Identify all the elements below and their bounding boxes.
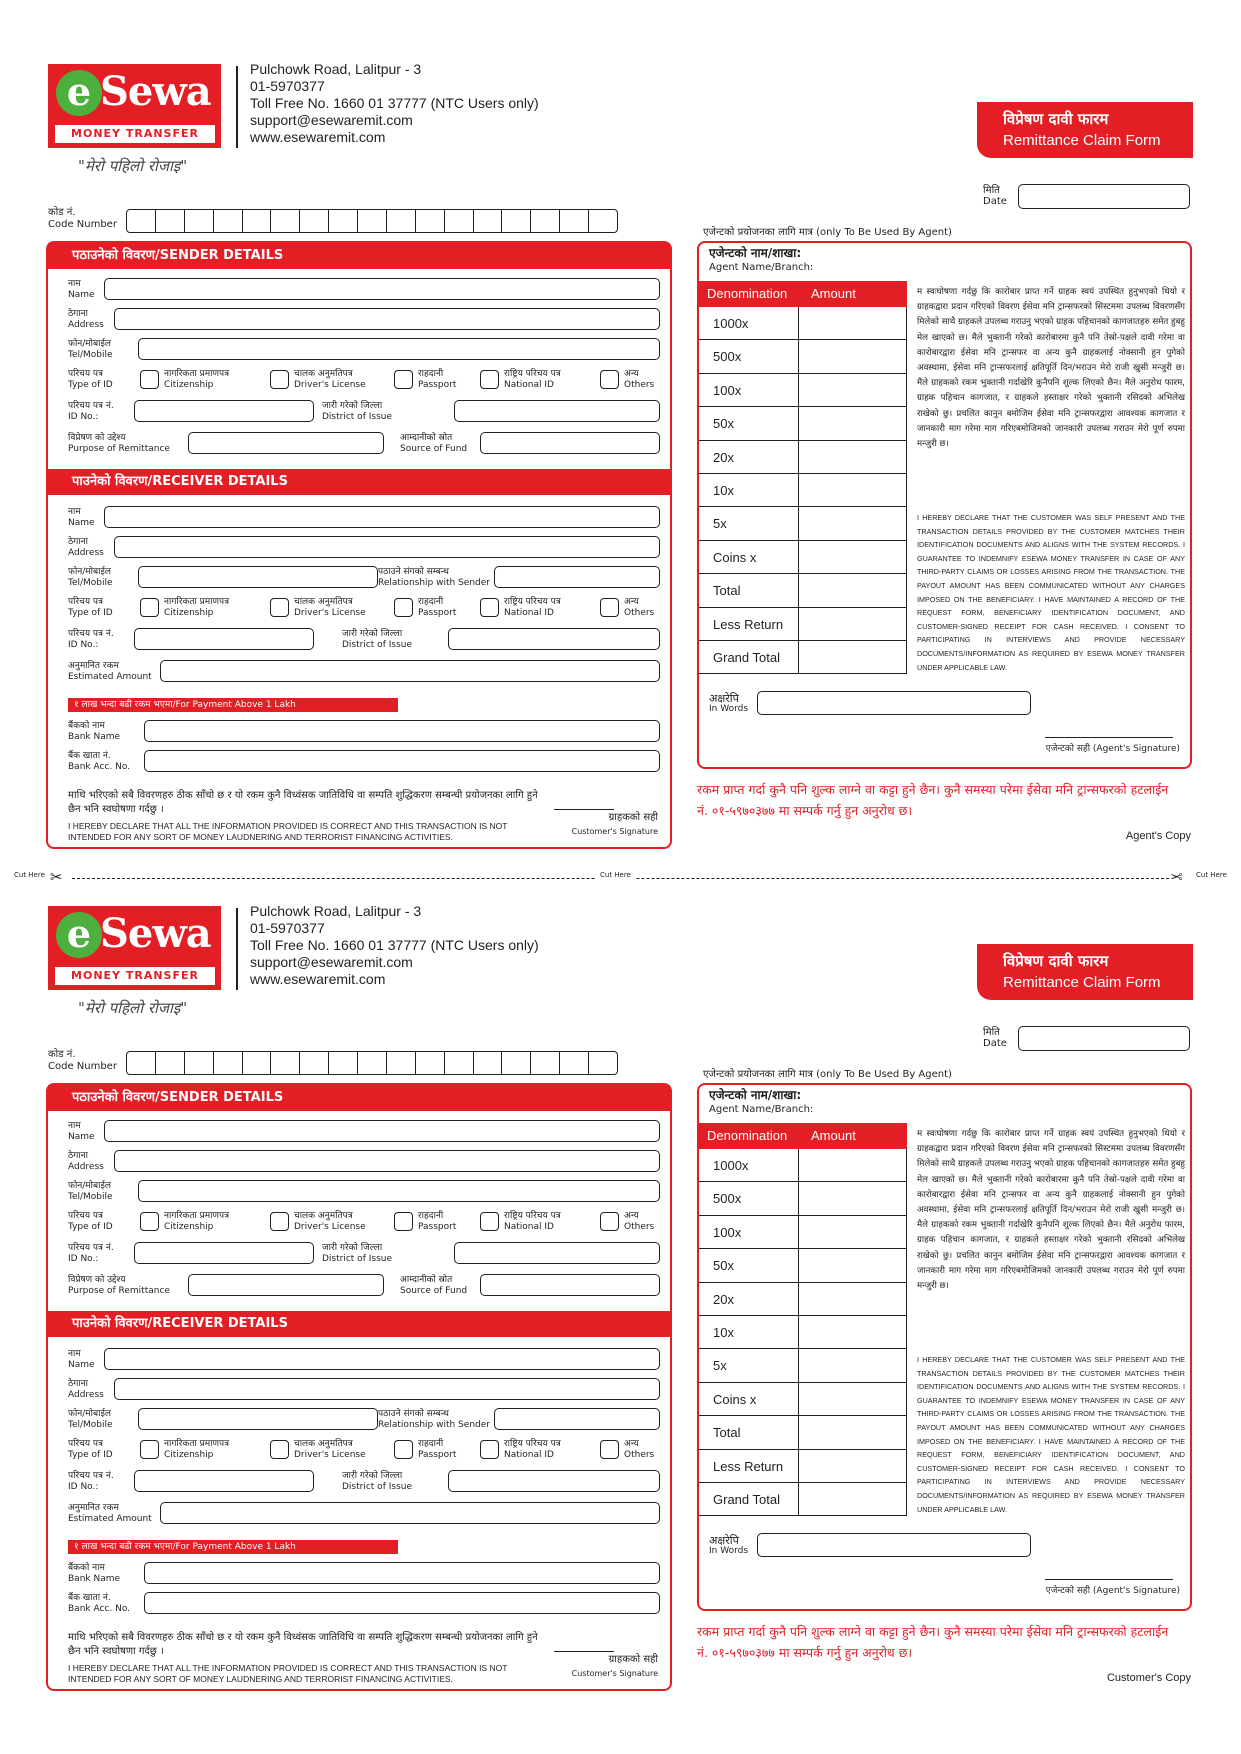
bank-name-field[interactable]: [144, 720, 660, 742]
receiver-license-checkbox[interactable]: [270, 1440, 289, 1459]
website: www.esewaremit.com: [250, 129, 386, 145]
source-field[interactable]: [480, 432, 660, 454]
in-words-label: अक्षरेपि In Words: [709, 692, 749, 714]
lakh-note: १ लाख भन्दा बढी रकम भएमा/For Payment Above 1 Lakh: [68, 698, 398, 712]
sender-name-label: नाम Name: [68, 279, 95, 300]
date-field[interactable]: [1018, 1026, 1190, 1051]
email: support@esewaremit.com: [250, 954, 413, 970]
estimated-amount-field[interactable]: [160, 660, 660, 682]
date-label: मिति Date: [983, 185, 1007, 207]
sender-address-field[interactable]: [114, 308, 660, 330]
esewa-logo: [48, 906, 221, 990]
logo-money-transfer: MONEY TRANSFER: [55, 125, 215, 143]
sender-district-field[interactable]: [454, 1242, 660, 1264]
sender-name-field[interactable]: [104, 1120, 660, 1142]
slogan: "मेरो पहिलो रोजाइ": [78, 999, 188, 1017]
copy-label: Agent's Copy: [1125, 830, 1191, 842]
receiver-tel-label: फोन/मोबाईल Tel/Mobile: [68, 567, 113, 588]
sender-citizenship-checkbox[interactable]: [140, 370, 159, 389]
customer-panel: पठाउनेको विवरण/SENDER DETAILS नाम Name ठेगाना Address फोन/मोबाईल Tel/Mobile परिचय पत्र Type of ID नागरिकता प्रमाणपत्र Citizenship चालक अनुमतिपत्र Driver's License राहदानी Passport राष्ट्रिय परिचय पत्र National ID अन्य Others परिचय पत्र नं. ID No.: जारी गरेको जिल्ला District of Issue विप्रेषण को उद्देश्य Purpose of Remittance आम्दानीको स्रोत Source of Fund पाउनेको विवरण/RECEIVER DETAILS नाम Name ठेगाना Address फोन/मोबाईल Tel/Mobile पठाउने संगको सम्बन्ध Relationship with Sender परिचय पत्र Type of ID नागरिकता प्रमाणपत्र Citizenship चालक अनुमतिपत्र Driver's License राहदानी Passport राष्ट्रिय परिचय पत्र National ID अन्य Others परिचय पत्र नं. ID No.: जारी गरेको जिल्ला District of Issue अनुमानित रकम Estimated Amount १ लाख भन्दा बढी रकम भएमा/For Payment Above 1 Lakh बैंकको नाम Bank Name बैंक खाता नं. Bank Acc. No. माथि भरिएको सबै विवरणहरु ठीक साँचो छ र यो रकम कुनै विध्वंसक जातिविधि वा सम्पति शुद्धिकरण सम्बन्धी प्रयोजनका लागि हुने छैन भनि स्वघोषणा गर्दछु । I HEREBY DECLARE THAT ALL THE INFORMATION PROVIDED IS CORRECT AND THIS TRANSACTION IS NOT INTENDED FOR ANY SORT OF MONEY LAUDNERING AND TERRORIST FINANCING ACTIVITIES. ग्राहकको सही Customer's Signature: [46, 241, 672, 849]
receiver-citizenship-checkbox[interactable]: [140, 598, 159, 617]
customer-signature: ग्राहकको सही Customer's Signature: [571, 812, 658, 836]
amount-cell[interactable]: [799, 340, 907, 372]
denomination-row: 1000x: [699, 1149, 907, 1182]
receiver-tel-field[interactable]: [138, 1408, 378, 1430]
denomination-row: 100x: [699, 374, 907, 407]
sender-heading: पठाउनेको विवरण/SENDER DETAILS: [48, 243, 670, 269]
agent-signature-line: [1045, 1579, 1173, 1580]
amount-cell[interactable]: [799, 374, 907, 406]
customer-signature: ग्राहकको सही Customer's Signature: [571, 1654, 658, 1678]
purpose-label: विप्रेषण को उद्देश्य Purpose of Remittance: [68, 1275, 170, 1296]
contact-block: [250, 61, 539, 146]
estimated-amount-field[interactable]: [160, 1502, 660, 1524]
denomination-row: Total: [699, 1416, 907, 1449]
scissors-left-icon: ✂: [50, 868, 63, 886]
bank-acc-label: बैंक खाता नं. Bank Acc. No.: [68, 751, 131, 772]
logo-e-mark: e: [56, 70, 102, 116]
source-label: आम्दानीको स्रोत Source of Fund: [400, 433, 468, 454]
receiver-name-label: नाम Name: [68, 507, 95, 528]
sender-id-no-label: परिचय पत्र नं. ID No.:: [68, 1243, 114, 1264]
amount-cell[interactable]: [799, 1483, 907, 1515]
customer-declaration-en: I HEREBY DECLARE THAT ALL THE INFORMATION PROVIDED IS CORRECT AND THIS TRANSACTION IS NOT INTENDED FOR ANY SORT OF MONEY LAUDNERING AND TERRORIST FINANCING ACTIVITIES.: [68, 821, 508, 842]
denomination-row: Less Return: [699, 1450, 907, 1483]
denomination-row: 50x: [699, 407, 907, 440]
sender-citizenship-checkbox[interactable]: [140, 1212, 159, 1231]
denomination-rows: [699, 307, 907, 674]
customer-declaration-en: I HEREBY DECLARE THAT ALL THE INFORMATION PROVIDED IS CORRECT AND THIS TRANSACTION IS NOT INTENDED FOR ANY SORT OF MONEY LAUDNERING AND TERRORIST FINANCING ACTIVITIES.: [68, 1663, 508, 1684]
receiver-id-no-label: परिचय पत्र नं. ID No.:: [68, 629, 114, 650]
denomination-row: Grand Total: [699, 641, 907, 674]
sender-passport-checkbox[interactable]: [394, 370, 413, 389]
agent-signature: एजेन्टको सही (Agent's Signature): [1045, 1586, 1180, 1596]
denomination-table: [699, 281, 907, 674]
sender-district-field[interactable]: [454, 400, 660, 422]
agent-declaration-np: म स्वःघोषणा गर्दछु कि कारोबार प्राप्त गर्ने ग्राहक स्वयं उपस्थित हुनुभएको थियो र ग्राहकद्वारा प्रदान गरिएको विवरण ईसेवा मनि ट्रान्सफरको सिस्टममा उपलब्ध विवरणसँग मिलेको साथै ग्राहकले उपलब्ध गराउनु भएको ग्राहक पहिचानको कागजातहरु समेत हुबहु मेल खाएको छ। मैले भुक्तानी गरेको कारोबारमा कुनै पनि तेस्रो-पक्षले दावी गरेमा वा कारोबारद्वारा ईसेवा मनि ट्रान्सफर वा अन्य कुनै ग्राहकलाई नोक्सानी हुन पुगेको अवस्थामा, ईसेवा मनि ट्रान्सफरलाई क्षतिपूर्ति दिन/भराउन मेरो राजी खुसी मन्जुरी छ। मैले ग्राहकको रकम भुक्तानी गर्दाखेरि कुनैपनि शुल्क लिएको छैन। मैले अनुरोध फारम, ग्राहक पहिचान कागजात, र ग्राहकले हस्ताक्षर गरेको भुक्तानी रसिदको अभिलेख राखेको छु। प्रचलित कानुन बमोजिम ईसेवा मनि ट्रान्सफरद्वारा आवश्यक कागजात र जानकारी माग गरेमा माग गरिएबमोजिमको जानकारी उपलब्ध गराउन मेरो पूर्ण रुपमा मन्जुरी छ।: [917, 1129, 1185, 1292]
receiver-address-field[interactable]: [114, 1378, 660, 1400]
agent-signature: एजेन्टको सही (Agent's Signature): [1045, 744, 1180, 754]
amount-cell[interactable]: [799, 641, 907, 673]
logo-wordmark: Sewa: [100, 68, 211, 115]
purpose-label: विप्रेषण को उद्देश्य Purpose of Remittance: [68, 433, 170, 454]
logo-wordmark: Sewa: [100, 910, 211, 957]
cut-here-right: Cut Here: [1192, 871, 1231, 879]
sender-tel-field[interactable]: [138, 338, 660, 360]
code-label: कोड नं. Code Number: [48, 1049, 117, 1072]
form-title-np: विप्रेषण दावी फारम: [1003, 952, 1109, 970]
denomination-header: Denomination Amount: [699, 1123, 907, 1149]
receiver-passport-checkbox[interactable]: [394, 598, 413, 617]
amount-cell[interactable]: [799, 474, 907, 506]
code-number-boxes[interactable]: [126, 1051, 618, 1075]
sender-address-label: ठेगाना Address: [68, 1151, 104, 1172]
slogan: "मेरो पहिलो रोजाइ": [78, 157, 188, 175]
amount-cell[interactable]: [799, 441, 907, 473]
relationship-label: पठाउने संगको सम्बन्ध Relationship with Sender: [378, 567, 490, 588]
amount-cell[interactable]: [799, 541, 907, 573]
agent-declaration-en: I HEREBY DECLARE THAT THE CUSTOMER WAS SELF PRESENT AND THE TRANSACTION DETAILS PROVIDED BY THE CUSTOMER MATCHES THEIR IDENTIFICATION DOCUMENTS AND ALIGNS WITH THE SYSTEM RECORDS. I GUARANTEE TO INDEMNIFY ESEWA MONEY TRANSFER IN CASE OF ANY THIRD-PARTY CLAIMS OR LOSSES ARISING FROM THE TRANSACTION. THE PAYOUT AMOUNT HAS BEEN COMMUNICATED WITHOUT ANY CHARGES IMPOSED ON THE BENEFICIARY. I HAVE MAINTAINED A RECORD OF THE REQUEST FORM, BENEFICIARY IDENTIFICATION DOCUMENT, AND CUSTOMER-SIGNED RECEIPT FOR CASH RECEIVED. I CONSENT TO PARTICIPATING IN INTERVIEWS AND PROVIDE NECESSARY DOCUMENTS/INFORMATION AS REQUIRED BY ESEWA MONEY TRANSFER UNDER APPLICABLE LAW.: [917, 513, 1185, 672]
customer-panel: पठाउनेको विवरण/SENDER DETAILS नाम Name ठेगाना Address फोन/मोबाईल Tel/Mobile परिचय पत्र Type of ID नागरिकता प्रमाणपत्र Citizenship चालक अनुमतिपत्र Driver's License राहदानी Passport राष्ट्रिय परिचय पत्र National ID अन्य Others परिचय पत्र नं. ID No.: जारी गरेको जिल्ला District of Issue विप्रेषण को उद्देश्य Purpose of Remittance आम्दानीको स्रोत Source of Fund पाउनेको विवरण/RECEIVER DETAILS नाम Name ठेगाना Address फोन/मोबाईल Tel/Mobile पठाउने संगको सम्बन्ध Relationship with Sender परिचय पत्र Type of ID नागरिकता प्रमाणपत्र Citizenship चालक अनुमतिपत्र Driver's License राहदानी Passport राष्ट्रिय परिचय पत्र National ID अन्य Others परिचय पत्र नं. ID No.: जारी गरेको जिल्ला District of Issue अनुमानित रकम Estimated Amount १ लाख भन्दा बढी रकम भएमा/For Payment Above 1 Lakh बैंकको नाम Bank Name बैंक खाता नं. Bank Acc. No. माथि भरिएको सबै विवरणहरु ठीक साँचो छ र यो रकम कुनै विध्वंसक जातिविधि वा सम्पति शुद्धिकरण सम्बन्धी प्रयोजनका लागि हुने छैन भनि स्वघोषणा गर्दछु । I HEREBY DECLARE THAT ALL THE INFORMATION PROVIDED IS CORRECT AND THIS TRANSACTION IS NOT INTENDED FOR ANY SORT OF MONEY LAUDNERING AND TERRORIST FINANCING ACTIVITIES. ग्राहकको सही Customer's Signature: [46, 1083, 672, 1691]
bank-acc-field[interactable]: [144, 750, 660, 772]
sender-id-no-field[interactable]: [134, 1242, 314, 1264]
denomination-row: 5x: [699, 1349, 907, 1382]
agent-only-note: एजेन्टको प्रयोजनका लागि मात्र (only To Be Used By Agent): [703, 1069, 952, 1080]
agent-panel: [697, 1083, 1192, 1611]
receiver-id-type-label: परिचय पत्र Type of ID: [68, 597, 113, 618]
sender-tel-label: फोन/मोबाईल Tel/Mobile: [68, 339, 113, 360]
sender-district-label: जारी गरेको जिल्ला District of Issue: [322, 401, 392, 422]
receiver-address-label: ठेगाना Address: [68, 537, 104, 558]
denomination-row: 1000x: [699, 307, 907, 340]
relationship-field[interactable]: [494, 1408, 660, 1430]
receiver-others-checkbox[interactable]: [600, 598, 619, 617]
receiver-heading: पाउनेको विवरण/RECEIVER DETAILS: [48, 469, 670, 495]
sender-license-checkbox[interactable]: [270, 370, 289, 389]
receiver-id-no-field[interactable]: [134, 628, 314, 650]
denomination-row: 100x: [699, 1216, 907, 1249]
denomination-table: [699, 1123, 907, 1516]
sender-id-no-label: परिचय पत्र नं. ID No.:: [68, 401, 114, 422]
denomination-row: 5x: [699, 507, 907, 540]
sender-national-id-checkbox[interactable]: [480, 1212, 499, 1231]
bank-acc-label: बैंक खाता नं. Bank Acc. No.: [68, 1593, 131, 1614]
relationship-field[interactable]: [494, 566, 660, 588]
receiver-district-field[interactable]: [448, 628, 660, 650]
relationship-label: पठाउने संगको सम्बन्ध Relationship with Sender: [378, 1409, 490, 1430]
sender-id-type-label: परिचय पत्र Type of ID: [68, 1211, 113, 1232]
sender-district-label: जारी गरेको जिल्ला District of Issue: [322, 1243, 392, 1264]
receiver-district-field[interactable]: [448, 1470, 660, 1492]
cut-here-center: Cut Here: [596, 871, 635, 879]
form-title: [977, 944, 1193, 1000]
form-title-en: Remittance Claim Form: [1003, 974, 1161, 991]
sender-national-id-checkbox[interactable]: [480, 370, 499, 389]
sender-passport-checkbox[interactable]: [394, 1212, 413, 1231]
sender-name-label: नाम Name: [68, 1121, 95, 1142]
sender-others-checkbox[interactable]: [600, 1212, 619, 1231]
receiver-tel-field[interactable]: [138, 566, 378, 588]
receiver-passport-checkbox[interactable]: [394, 1440, 413, 1459]
receiver-id-no-field[interactable]: [134, 1470, 314, 1492]
code-label: कोड नं. Code Number: [48, 207, 117, 230]
esewa-logo: [48, 64, 221, 148]
header-divider: [236, 66, 238, 148]
contact-block: [250, 903, 539, 988]
sender-others-checkbox[interactable]: [600, 370, 619, 389]
cut-here-left: Cut Here: [10, 871, 49, 879]
in-words-field[interactable]: [757, 691, 1031, 715]
receiver-national-id-checkbox[interactable]: [480, 598, 499, 617]
agent-declaration-np: म स्वःघोषणा गर्दछु कि कारोबार प्राप्त गर्ने ग्राहक स्वयं उपस्थित हुनुभएको थियो र ग्राहकद्वारा प्रदान गरिएको विवरण ईसेवा मनि ट्रान्सफरको सिस्टममा उपलब्ध विवरणसँग मिलेको साथै ग्राहकले उपलब्ध गराउनु भएको ग्राहक पहिचानको कागजातहरु समेत हुबहु मेल खाएको छ। मैले भुक्तानी गरेको कारोबारमा कुनै पनि तेस्रो-पक्षले दावी गरेमा वा कारोबारद्वारा ईसेवा मनि ट्रान्सफर वा अन्य कुनै ग्राहकलाई नोक्सानी हुन पुगेको अवस्थामा, ईसेवा मनि ट्रान्सफरलाई क्षतिपूर्ति दिन/भराउन मेरो राजी खुसी मन्जुरी छ। मैले ग्राहकको रकम भुक्तानी गर्दाखेरि कुनैपनि शुल्क लिएको छैन। मैले अनुरोध फारम, ग्राहक पहिचान कागजात, र ग्राहकले हस्ताक्षर गरेको भुक्तानी रसिदको अभिलेख राखेको छु। प्रचलित कानुन बमोजिम ईसेवा मनि ट्रान्सफरद्वारा आवश्यक कागजात र जानकारी माग गरेमा माग गरिएबमोजिमको जानकारी उपलब्ध गराउन मेरो पूर्ण रुपमा मन्जुरी छ।: [917, 287, 1185, 450]
bank-name-label: बैंकको नाम Bank Name: [68, 1563, 121, 1584]
purpose-field[interactable]: [188, 1274, 384, 1296]
form-title-np: विप्रेषण दावी फारम: [1003, 110, 1109, 128]
agent-signature-line: [1045, 737, 1173, 738]
address: Pulchowk Road, Lalitpur - 3: [250, 61, 422, 77]
toll-free: Toll Free No. 1660 01 37777 (NTC Users only): [250, 95, 539, 111]
sender-id-no-field[interactable]: [134, 400, 314, 422]
denomination-row: 20x: [699, 441, 907, 474]
source-label: आम्दानीको स्रोत Source of Fund: [400, 1275, 468, 1296]
purpose-field[interactable]: [188, 432, 384, 454]
agent-only-note: एजेन्टको प्रयोजनका लागि मात्र (only To Be Used By Agent): [703, 227, 952, 238]
agent-name-label: एजेन्टको नाम/शाखा: Agent Name/Branch:: [709, 246, 814, 273]
denomination-row: 500x: [699, 1182, 907, 1215]
amount-cell[interactable]: [799, 1450, 907, 1482]
receiver-district-label: जारी गरेको जिल्ला District of Issue: [342, 629, 412, 650]
sender-tel-label: फोन/मोबाईल Tel/Mobile: [68, 1181, 113, 1202]
amount-cell[interactable]: [799, 1383, 907, 1415]
in-words-label: अक्षरेपि In Words: [709, 1534, 749, 1556]
customer-declaration-np: माथि भरिएको सबै विवरणहरु ठीक साँचो छ र यो रकम कुनै विध्वंसक जातिविधि वा सम्पति शुद्धिकरण सम्बन्धी प्रयोजनका लागि हुने छैन भनि स्वघोषणा गर्दछु ।: [68, 1632, 538, 1657]
receiver-national-id-checkbox[interactable]: [480, 1440, 499, 1459]
amount-cell[interactable]: [799, 307, 907, 339]
denomination-row: 10x: [699, 1316, 907, 1349]
header-divider: [236, 908, 238, 990]
form-title: [977, 102, 1193, 158]
receiver-name-label: नाम Name: [68, 1349, 95, 1370]
receiver-id-no-label: परिचय पत्र नं. ID No.:: [68, 1471, 114, 1492]
bank-acc-field[interactable]: [144, 1592, 660, 1614]
lakh-note: १ लाख भन्दा बढी रकम भएमा/For Payment Above 1 Lakh: [68, 1540, 398, 1554]
receiver-address-field[interactable]: [114, 536, 660, 558]
sender-license-checkbox[interactable]: [270, 1212, 289, 1231]
sender-tel-field[interactable]: [138, 1180, 660, 1202]
amount-cell[interactable]: [799, 407, 907, 439]
logo-money-transfer: MONEY TRANSFER: [55, 967, 215, 985]
amount-cell[interactable]: [799, 1316, 907, 1348]
receiver-tel-label: फोन/मोबाईल Tel/Mobile: [68, 1409, 113, 1430]
form-title-en: Remittance Claim Form: [1003, 132, 1161, 149]
denomination-row: Grand Total: [699, 1483, 907, 1516]
receiver-id-type-label: परिचय पत्र Type of ID: [68, 1439, 113, 1460]
denomination-row: Coins x: [699, 1383, 907, 1416]
denomination-header: Denomination Amount: [699, 281, 907, 307]
bank-name-label: बैंकको नाम Bank Name: [68, 721, 121, 742]
estimated-amount-label: अनुमानित रकम Estimated Amount: [68, 661, 152, 682]
amount-cell[interactable]: [799, 1249, 907, 1281]
receiver-name-field[interactable]: [104, 1348, 660, 1370]
amount-cell[interactable]: [799, 1149, 907, 1181]
customer-declaration-np: माथि भरिएको सबै विवरणहरु ठीक साँचो छ र यो रकम कुनै विध्वंसक जातिविधि वा सम्पति शुद्धिकरण सम्बन्धी प्रयोजनका लागि हुने छैन भनि स्वघोषणा गर्दछु ।: [68, 790, 538, 815]
denomination-row: 20x: [699, 1283, 907, 1316]
receiver-license-checkbox[interactable]: [270, 598, 289, 617]
website: www.esewaremit.com: [250, 971, 386, 987]
customer-copy-form: [0, 842, 1241, 1682]
agent-copy-form: [0, 0, 1241, 840]
sender-address-label: ठेगाना Address: [68, 309, 104, 330]
denomination-rows: [699, 1149, 907, 1516]
receiver-citizenship-checkbox[interactable]: [140, 1440, 159, 1459]
receiver-others-checkbox[interactable]: [600, 1440, 619, 1459]
scissors-right-icon: ✂: [1170, 868, 1183, 886]
email: support@esewaremit.com: [250, 112, 413, 128]
phone: 01-5970377: [250, 920, 325, 936]
sender-name-field[interactable]: [104, 278, 660, 300]
bank-name-field[interactable]: [144, 1562, 660, 1584]
amount-cell[interactable]: [799, 1349, 907, 1381]
phone: 01-5970377: [250, 78, 325, 94]
receiver-address-label: ठेगाना Address: [68, 1379, 104, 1400]
logo-e-mark: e: [56, 912, 102, 958]
address: Pulchowk Road, Lalitpur - 3: [250, 903, 422, 919]
in-words-field[interactable]: [757, 1533, 1031, 1557]
receiver-district-label: जारी गरेको जिल्ला District of Issue: [342, 1471, 412, 1492]
fee-note: रकम प्राप्त गर्दा कुनै पनि शुल्क लाग्ने वा कट्टा हुने छैन। कुनै समस्या परेमा ईसेवा मनि ट्रान्सफरको हटलाईन नं. ०१-५९७०३७७ मा सम्पर्क गर्नु हुन अनुरोध छ।: [697, 782, 1169, 818]
sender-id-type-label: परिचय पत्र Type of ID: [68, 369, 113, 390]
sender-address-field[interactable]: [114, 1150, 660, 1172]
sender-heading: पठाउनेको विवरण/SENDER DETAILS: [48, 1085, 670, 1111]
denomination-row: Less Return: [699, 608, 907, 641]
estimated-amount-label: अनुमानित रकम Estimated Amount: [68, 1503, 152, 1524]
code-number-boxes[interactable]: [126, 209, 618, 233]
amount-cell[interactable]: [799, 1283, 907, 1315]
denomination-row: Total: [699, 574, 907, 607]
denomination-row: Coins x: [699, 541, 907, 574]
receiver-name-field[interactable]: [104, 506, 660, 528]
agent-name-label: एजेन्टको नाम/शाखा: Agent Name/Branch:: [709, 1088, 814, 1115]
source-field[interactable]: [480, 1274, 660, 1296]
date-field[interactable]: [1018, 184, 1190, 209]
agent-panel: [697, 241, 1192, 769]
copy-label: Customer's Copy: [1106, 1672, 1191, 1684]
fee-note: रकम प्राप्त गर्दा कुनै पनि शुल्क लाग्ने वा कट्टा हुने छैन। कुनै समस्या परेमा ईसेवा मनि ट्रान्सफरको हटलाईन नं. ०१-५९७०३७७ मा सम्पर्क गर्नु हुन अनुरोध छ।: [697, 1624, 1169, 1660]
amount-cell[interactable]: [799, 1182, 907, 1214]
agent-declaration-en: I HEREBY DECLARE THAT THE CUSTOMER WAS SELF PRESENT AND THE TRANSACTION DETAILS PROVIDED BY THE CUSTOMER MATCHES THEIR IDENTIFICATION DOCUMENTS AND ALIGNS WITH THE SYSTEM RECORDS. I GUARANTEE TO INDEMNIFY ESEWA MONEY TRANSFER IN CASE OF ANY THIRD-PARTY CLAIMS OR LOSSES ARISING FROM THE TRANSACTION. THE PAYOUT AMOUNT HAS BEEN COMMUNICATED WITHOUT ANY CHARGES IMPOSED ON THE BENEFICIARY. I HAVE MAINTAINED A RECORD OF THE REQUEST FORM, BENEFICIARY IDENTIFICATION DOCUMENT, AND CUSTOMER-SIGNED RECEIPT FOR CASH RECEIVED. I CONSENT TO PARTICIPATING IN INTERVIEWS AND PROVIDE NECESSARY DOCUMENTS/INFORMATION AS REQUIRED BY ESEWA MONEY TRANSFER UNDER APPLICABLE LAW.: [917, 1355, 1185, 1514]
amount-cell[interactable]: [799, 507, 907, 539]
date-label: मिति Date: [983, 1027, 1007, 1049]
denomination-row: 10x: [699, 474, 907, 507]
amount-cell[interactable]: [799, 574, 907, 606]
amount-cell[interactable]: [799, 1416, 907, 1448]
amount-cell[interactable]: [799, 608, 907, 640]
amount-cell[interactable]: [799, 1216, 907, 1248]
toll-free: Toll Free No. 1660 01 37777 (NTC Users only): [250, 937, 539, 953]
denomination-row: 500x: [699, 340, 907, 373]
denomination-row: 50x: [699, 1249, 907, 1282]
receiver-heading: पाउनेको विवरण/RECEIVER DETAILS: [48, 1311, 670, 1337]
